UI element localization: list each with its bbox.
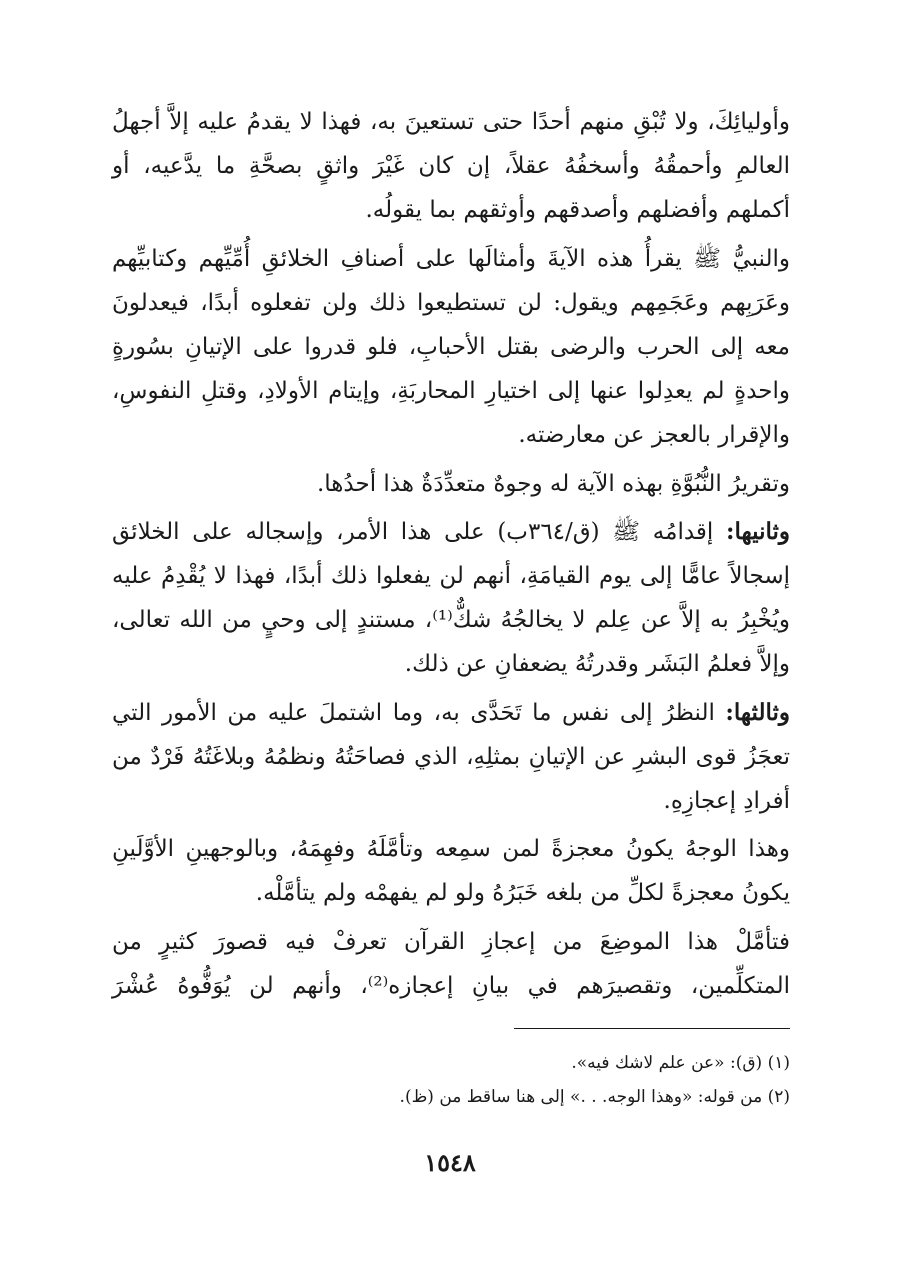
main-text [112, 100, 790, 1008]
footnote-separator [514, 1028, 790, 1029]
paragraph-7 [112, 920, 790, 1008]
footnote-2: (٢) من قوله: «وهذا الوجه. . .» إلى هنا ساقط من (ظ). [399, 1087, 790, 1107]
paragraph-text: وتقريرُ النُّبُوَّةِ بهذه الآية له وجوهٌ متعدِّدَةٌ هذا أحدُها. [316, 470, 790, 497]
page-number: ١٥٤٨ [424, 1148, 476, 1177]
paragraph-text: إقدامُه ﷺ (ق/٣٦٤ب) على هذا الأمر، وإسجاله على الخلائق إسجالاً عامًّا إلى يوم القيامَةِ، أنهم لن يفعلوا ذلك أبدًا، فهذا لا يُقْدِمُ عليه ويُخْبِرُ به إلاَّ عن عِلم لا يخالجُهُ شكٌّ⁽¹⁾، مستندٍ إلى وحيٍ من الله تعالى، وإلاَّ فعلمُ البَشَر وقدرتُهُ يضعفانِ عن ذلك. [112, 518, 790, 678]
paragraph-5 [112, 691, 790, 824]
paragraph-4 [112, 510, 790, 687]
paragraph-text: فتأمَّلْ هذا الموضِعَ من إعجازِ القرآن تعرفْ فيه قصورَ كثيرٍ من المتكلِّمين، وتقصيرَهم في بيانِ إعجازه⁽²⁾، وأنهم لن يُوَفُّوهُ عُشْرَ [112, 928, 790, 999]
footnote-1: (١) (ق): «عن علم لاشك فيه». [571, 1053, 790, 1073]
paragraph-2 [112, 237, 790, 458]
paragraph-text: وأوليائِكَ، ولا تُبْقِ منهم أحدًا حتى تستعينَ به، فهذا لا يقدمُ عليه إلاَّ أجهلُ العالمِ وأحمقُهُ وأسخفُهُ عقلاً، إن كان غَيْرَ واثقٍ بصحَّةِ ما يدَّعيه، أو أكملهم وأفضلهم وأصدقهم وأوثقهم بما يقولُه. [112, 109, 790, 224]
footnotes [112, 1046, 790, 1114]
paragraph-6 [112, 827, 790, 915]
paragraph-lead: وثانيها: [726, 517, 790, 545]
paragraph-text: النظرُ إلى نفس ما تَحَدَّى به، وما اشتملَ عليه من الأمور التي تعجَزُ قوى البشرِ عن الإتيانِ بمثلِهِ، الذي فصاحَتُهُ ونظمُهُ وبلاغَتُهُ فَرْدٌ من أفرادِ إعجازِهِ. [112, 699, 790, 815]
paragraph-3 [112, 462, 790, 506]
paragraph-1 [112, 100, 790, 233]
paragraph-text: والنبيُّ ﷺ يقرأُ هذه الآيةَ وأمثالَها على أصنافِ الخلائقِ أُمِّيِّهم وكتابيِّهم وعَرَبِهم وعَجَمِهم ويقول: لن تستطيعوا ذلك ولن تفعلوه أبدًا، فيعدلونَ معه إلى الحرب والرضى بقتل الأحبابِ، فلو قدروا على الإتيانِ بسُورةٍ واحدةٍ لم يعدِلوا عنها إلى اختيارِ المحاربَةِ، وإيتام الأولادِ، وقتلِ النفوسِ، والإقرار بالعجز عن معارضته. [112, 245, 790, 449]
paragraph-lead: وثالثها: [725, 698, 790, 726]
paragraph-text: وهذا الوجهُ يكونُ معجزةً لمن سمِعه وتأمَّلَهُ وفهِمَهُ، وبالوجهينِ الأوَّلَينِ يكونُ معجزةً لكلِّ من بلغه خَبَرُهُ ولو لم يفهمْه ولم يتأمَّلْه. [112, 836, 790, 907]
